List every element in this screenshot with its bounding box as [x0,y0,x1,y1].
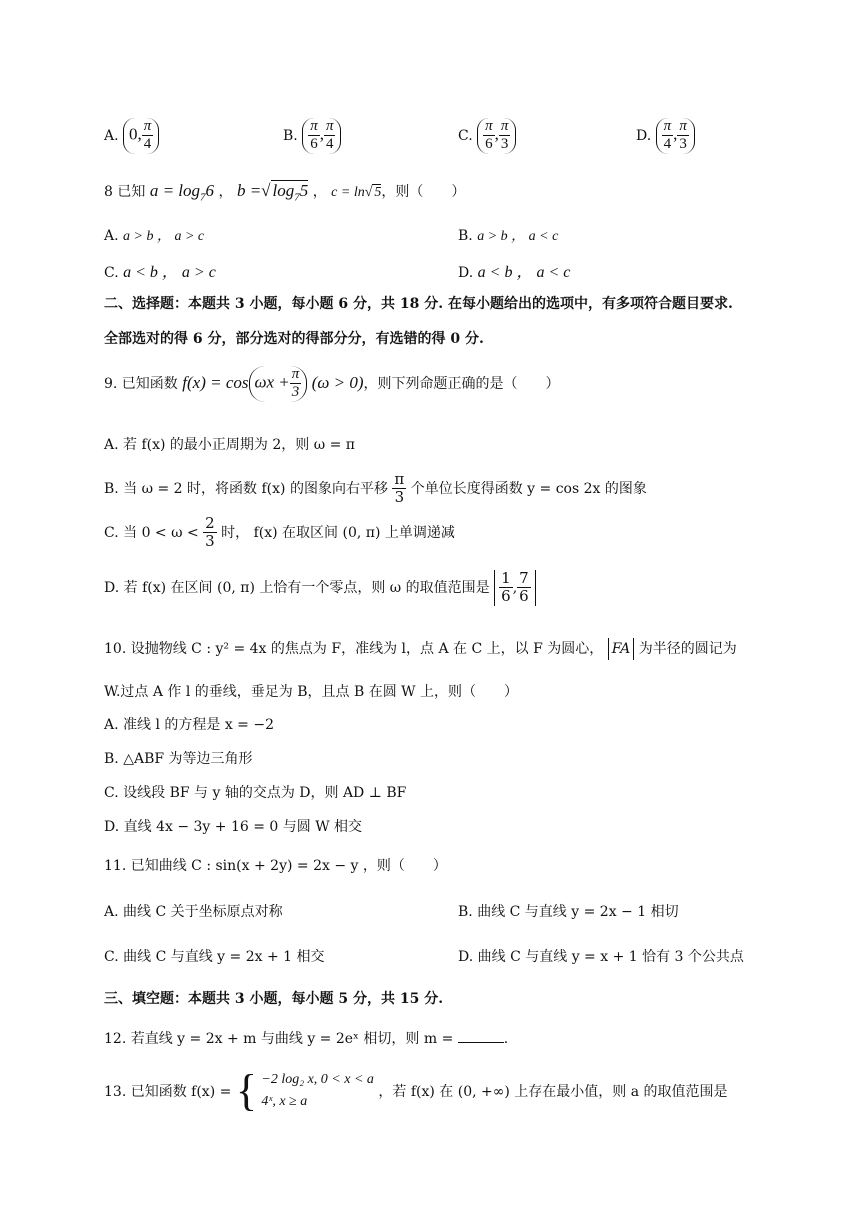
frac-den: 3 [500,136,509,153]
frac-den: 4 [325,136,334,153]
frac-num: π [142,118,154,136]
option-text-start: D. 若 f(x) 在区间 (0, π) 上恰有一个零点，则 ω 的取值范围是 [104,579,490,596]
q9-option-b [104,471,647,507]
option-label: C. [104,265,119,281]
option-text: a < b ， a > c [123,264,216,281]
interval-left: 0, [129,124,142,144]
option-text: a > b ， a < c [477,229,559,244]
q13-stem [104,1066,728,1115]
q10-option-a: A. 准线 l 的方程是 x = −2 [104,717,275,733]
omega-condition: (ω > 0) [311,372,364,392]
frac-den: 6 [501,587,511,606]
frac-num: π [290,366,302,384]
q12-stem [104,1028,508,1048]
frac-num: π [324,118,336,136]
q7-d-interval: $\frac{\pi}{4}$ , $\frac{\pi}{3}$ [656,118,695,154]
radius-fa: FA [608,638,635,660]
piecewise-cases [261,1069,374,1113]
case-1: −2 log₂ x, 0 < x < a [261,1072,374,1087]
q8-option-b [458,225,558,245]
frac-den: 4 [143,136,152,153]
stem-text: 13. 已知函数 f(x) = [104,1084,232,1100]
stem-end: ，若 f(x) 在 (0, +∞) 上存在最小值，则 a 的取值范围是 [378,1084,728,1100]
frac-num: 1 [501,569,511,587]
stem-end: ，则（ ） [381,184,466,200]
frac-den: 4 [663,136,672,153]
option-text-end: 个单位长度得函数 y = cos 2x 的图象 [410,480,647,497]
frac-den: 6 [310,136,318,153]
q9-option-d [104,570,536,606]
frac-num: π [308,118,320,136]
q8-stem: 8 已知 $a = \log_76$ ， b =√ $\log_75$ ， c = ln√ 5，则（ ） [104,181,466,204]
piecewise-brace: { [235,1066,257,1115]
q9-option-a: A. 若 f(x) 的最小正周期为 2，则 ω = π [104,437,355,453]
a-eq: a = log [149,181,201,200]
a-definition [149,181,215,204]
stem-end: ，则下列命题正确的是（ ） [363,375,560,392]
option-label: D. [636,127,652,144]
option-label: C. [458,127,473,144]
frac-num: 2 [205,514,215,532]
omega-range: $\frac{1}{6}$ , $\frac{7}{6}$ [494,570,536,606]
option-label: B. [458,228,473,244]
frac-den: 3 [394,488,405,507]
frac-den: 6 [485,136,493,153]
q11-option-d: D. 曲线 C 与直线 y = x + 1 恰有 3 个公共点 [458,949,744,965]
section-2-heading-line2: 全部选对的得 6 分，部分选对的得部分分，有选错的得 0 分. [104,331,484,347]
frac-num: π [662,118,674,136]
section-2-heading-line1: 二、选择题：本题共 3 小题，每小题 6 分，共 18 分. 在每小题给出的选项中，有多项符合题目要求. [104,296,733,312]
question-number: 8 [104,184,113,200]
stem-text-end: 为半径的圆记为 [638,641,737,657]
frac-den: 3 [679,136,687,153]
frac-den: 3 [291,384,300,401]
frac-num: 7 [519,569,529,587]
log-base: 7 [200,191,206,204]
q11-stem: 11. 已知曲线 C : sin(x + 2y) = 2x − y ，则（ ） [104,858,447,874]
c-definition: c = ln√ 5 [331,185,382,200]
case-2: 4ˣ, x ≥ a [261,1094,308,1109]
section-3-heading: 三、填空题：本题共 3 小题，每小题 5 分，共 15 分. [104,991,444,1007]
q7-option-a [104,118,159,154]
q10-option-d: D. 直线 4x − 3y + 16 = 0 与圆 W 相交 [104,819,363,835]
q8-option-c [104,259,216,282]
frac-num: π [394,470,405,488]
stem-text: 12. 若直线 y = 2x + m 与曲线 y = 2eˣ 相切，则 m = [104,1031,454,1047]
b-definition: b =√ $\log_75$ [236,181,309,204]
radicand: 5 [374,185,382,200]
stem-text: 已知 [117,184,146,200]
function-def: f(x) = cos [182,372,249,392]
option-text-end: 时， f(x) 在取区间 (0, π) 上单调递减 [221,524,455,541]
log-arg: 6 [205,181,215,200]
q7-option-c [458,118,516,154]
option-text: a > b ， a > c [123,229,205,244]
q8-option-d [458,259,570,282]
q7-a-interval [123,118,159,154]
q8-option-a [104,225,204,245]
q7-option-d [636,118,695,154]
frac-num: π [677,118,689,136]
option-label: A. [104,228,119,244]
arg-inner: ωx + [254,372,290,392]
q11-option-b: B. 曲线 C 与直线 y = 2x − 1 相切 [458,904,679,920]
frac-num: π [483,118,495,136]
q7-b-interval: $\frac{\pi}{6}$ , $\frac{\pi}{4}$ [302,118,341,154]
q9-option-c [104,515,455,551]
q7-c-interval: $\frac{\pi}{6}$ , $\frac{\pi}{3}$ [477,118,516,154]
q10-stem-line1 [104,638,737,660]
q7-option-b [283,118,341,154]
q10-option-b: B. △ABF 为等边三角形 [104,751,253,767]
answer-blank[interactable] [458,1030,504,1043]
q10-option-c: C. 设线段 BF 与 y 轴的交点为 D，则 AD ⊥ BF [104,785,407,801]
log-word: log [272,181,295,200]
q11-option-c: C. 曲线 C 与直线 y = 2x + 1 相交 [104,949,325,965]
option-text-start: C. 当 0 < ω < [104,524,199,541]
frac-den: 3 [205,532,215,551]
question-number: 9. 已知函数 [104,375,178,392]
c-eq: c = ln [331,185,365,200]
stem-end: . [503,1031,509,1047]
frac-num: π [499,118,511,136]
option-text: a < b ， a < c [477,264,571,281]
log-arg: 5 [299,181,309,200]
q11-option-a: A. 曲线 C 关于坐标原点对称 [104,904,283,920]
q9-stem [104,366,560,402]
b-eq: b = [236,181,262,200]
q10-stem-line2: W.过点 A 作 l 的垂线，垂足为 B，且点 B 在圆 W 上，则（ ） [104,684,518,700]
option-label: D. [458,265,474,281]
stem-text: 10. 设抛物线 C : y² = 4x 的焦点为 F，准线为 l，点 A 在 C 上，以 F 为圆心， [104,641,604,657]
frac-den: 6 [519,587,529,606]
cos-argument [249,366,308,402]
option-text-start: B. 当 ω = 2 时，将函数 f(x) 的图象向右平移 [104,480,388,497]
log-base: 7 [294,191,300,204]
option-label: A. [104,127,119,144]
option-label: B. [283,127,298,144]
